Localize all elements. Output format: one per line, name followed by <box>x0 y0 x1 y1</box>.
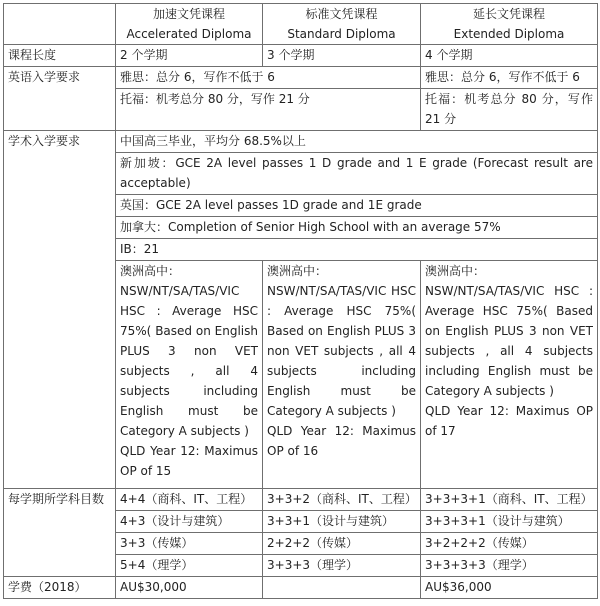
subjects-extended: 3+3+3+1（设计与建筑） <box>421 511 598 533</box>
header-extended-en: Extended Diploma <box>453 27 565 41</box>
header-standard-zh: 标准文凭课程 <box>305 7 378 21</box>
toefl-extended: 托福：机考总分 80 分，写作 21 分 <box>421 89 598 131</box>
header-accelerated <box>116 4 263 45</box>
english-ielts-row <box>4 67 598 89</box>
academic-singapore: 新加坡：GCE 2A level passes 1 D grade and 1 E grade (Forecast result are acceptable) <box>116 153 598 195</box>
ielts-extended: 雅思：总分 6，写作不低于 6 <box>421 67 598 89</box>
english-req-label: 英语入学要求 <box>4 67 116 131</box>
header-standard <box>263 4 421 45</box>
course-length-label: 课程长度 <box>4 45 116 67</box>
australia-accelerated <box>116 261 263 489</box>
subjects-standard: 3+3+2（商科、IT、工程） <box>263 489 421 511</box>
tuition-label: 学费（2018） <box>4 577 116 599</box>
subjects-row-business <box>4 489 598 511</box>
course-length-accelerated: 2 个学期 <box>116 45 263 67</box>
subjects-standard: 2+2+2（传媒） <box>263 533 421 555</box>
subjects-extended: 3+3+3+1（商科、IT、工程） <box>421 489 598 511</box>
academic-ib: IB：21 <box>116 239 598 261</box>
australia-standard-qld: QLD Year 12: Maximus OP of 16 <box>267 424 416 458</box>
subjects-accelerated: 5+4（理学） <box>116 555 263 577</box>
subjects-label: 每学期所学科目数 <box>4 489 116 577</box>
header-extended-zh: 延长文凭课程 <box>472 7 545 21</box>
subjects-accelerated: 4+3（设计与建筑） <box>116 511 263 533</box>
academic-canada: 加拿大：Completion of Senior High School with an average 57% <box>116 217 598 239</box>
subjects-extended: 3+3+3+3（理学） <box>421 555 598 577</box>
subjects-extended: 3+2+2+2（传媒） <box>421 533 598 555</box>
diploma-comparison-table <box>3 3 598 599</box>
course-length-standard: 3 个学期 <box>263 45 421 67</box>
australia-extended-body: NSW/NT/SA/TAS/VIC HSC : Average HSC 75%( Based on English PLUS 3 non VET subjects , all 4 subjects including English must be Category A subjects ) <box>425 284 593 398</box>
australia-standard <box>263 261 421 489</box>
header-standard-en: Standard Diploma <box>287 27 396 41</box>
subjects-accelerated: 4+4（商科、IT、工程） <box>116 489 263 511</box>
academic-req-label: 学术入学要求 <box>4 131 116 489</box>
tuition-standard <box>263 577 421 599</box>
academic-china-row <box>4 131 598 153</box>
australia-accelerated-title: 澳洲高中： <box>120 264 181 278</box>
australia-standard-body: NSW/NT/SA/TAS/VIC HSC : Average HSC 75%( Based on English PLUS 3 non VET subjects , all 4 subjects including English must be Category A subjects ) <box>267 284 416 418</box>
academic-uk: 英国：GCE 2A level passes 1D grade and 1E grade <box>116 195 598 217</box>
course-length-extended: 4 个学期 <box>421 45 598 67</box>
subjects-standard: 3+3+1（设计与建筑） <box>263 511 421 533</box>
australia-standard-title: 澳洲高中： <box>267 264 328 278</box>
academic-china: 中国高三毕业，平均分 68.5%以上 <box>116 131 598 153</box>
australia-extended <box>421 261 598 489</box>
tuition-accelerated: AU$30,000 <box>116 577 263 599</box>
subjects-accelerated: 3+3（传媒） <box>116 533 263 555</box>
subjects-standard: 3+3+3（理学） <box>263 555 421 577</box>
course-length-row <box>4 45 598 67</box>
header-row <box>4 4 598 45</box>
tuition-extended: AU$36,000 <box>421 577 598 599</box>
australia-accelerated-body: NSW/NT/SA/TAS/VIC HSC : Average HSC 75%( Based on English PLUS 3 non VET subjects , all 4 subjects including English must be Category A subjects ) <box>120 284 258 438</box>
australia-extended-title: 澳洲高中： <box>425 264 486 278</box>
ielts-accel-standard: 雅思：总分 6，写作不低于 6 <box>116 67 421 89</box>
header-accelerated-en: Accelerated Diploma <box>126 27 252 41</box>
tuition-row <box>4 577 598 599</box>
australia-extended-qld: QLD Year 12: Maximus OP of 17 <box>425 404 593 438</box>
header-extended <box>421 4 598 45</box>
header-accelerated-zh: 加速文凭课程 <box>152 7 225 21</box>
australia-accelerated-qld: QLD Year 12: Maximus OP of 15 <box>120 444 258 478</box>
corner-cell <box>4 4 116 45</box>
toefl-accel-standard: 托福：机考总分 80 分，写作 21 分 <box>116 89 421 131</box>
